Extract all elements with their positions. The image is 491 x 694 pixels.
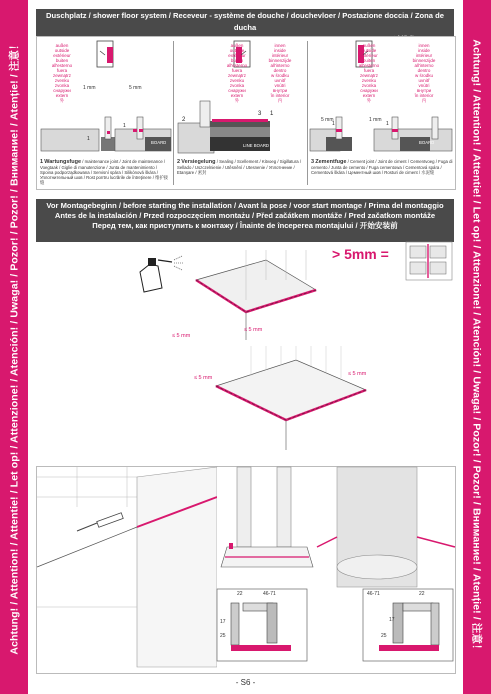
shower-tray-top-diagram (156, 250, 326, 360)
header2-line3: Перед тем, как приступить к монтажу / Înainte de începerea montajului / 开始安装前 (92, 221, 398, 230)
caption-maintenance-joint (40, 159, 170, 185)
board-label-right: BOARD (419, 140, 435, 145)
profile-detail-left (217, 589, 307, 661)
dim-1mm-right: 1 mm (369, 117, 382, 123)
outside-labels-middle: außen outside extérieur buiten all'esterno fuera zewnątrz zvenku zvonka снаружи extern 外 (226, 43, 248, 103)
svg-text:1: 1 (332, 121, 335, 127)
caption-cement-joint (311, 159, 453, 175)
caption-title: Zementfuge (315, 159, 347, 165)
floor-system-panel (36, 36, 456, 190)
caption-title: Wartungsfuge (44, 159, 82, 165)
gap-le5mm-b: ≤ 5 mm (244, 327, 263, 333)
line-board-label: LINE BOARD (243, 143, 270, 148)
warning-side-band-left (0, 0, 28, 694)
dim-22-left: 22 (237, 591, 243, 597)
section-header-floor-system (36, 9, 454, 36)
svg-text:1: 1 (87, 136, 90, 142)
caption-num: 1 (40, 159, 44, 165)
caption-text: / Cement joint / Joint de ciment / Cementvoeg / Fuga di cemento / Junta de cemento / Fuga cementowa / Cementová spára / Cementová škára / Цементный шов / Rosturi de ciment / 水泥缝 (311, 159, 453, 175)
dim-5mm: 5 mm (129, 85, 142, 91)
dim-17-left: 17 (220, 619, 226, 625)
caption-num: 3 (311, 159, 315, 165)
sealant-application-view (37, 467, 217, 671)
warning-text-left: Achtung! / Attention! / Attentie! / Let op! / Attenzione! / Atención! / Uwaga! / Pozor! / Pozor! / Внимание! / Atenție! / 注意！ (8, 39, 21, 655)
svg-text:1: 1 (123, 123, 126, 129)
profile-detail-right (363, 589, 453, 661)
svg-text:3: 3 (258, 111, 262, 117)
gap-le5mm-d: ≤ 5 mm (348, 371, 367, 377)
page-number: - S6 - (235, 678, 256, 687)
dim-17-right: 17 (389, 617, 395, 623)
dim-5mm-right: 5 mm (321, 117, 334, 123)
svg-text:1: 1 (270, 111, 274, 117)
inside-labels-middle: innen inside intérieur binnenzijde all'interno dentro w środku uvnitř vnútri внутри în interior 内 (268, 43, 292, 103)
header2-line1: Vor Montagebeginn / before starting the installation / Avant la pose / voor start montage / Prima del montaggio (46, 201, 444, 210)
installation-detail-panel (36, 466, 456, 674)
dim-22-right: 22 (419, 591, 425, 597)
svg-text:1: 1 (386, 121, 389, 127)
caption-text: / Sealing / Scellement / Kitvoeg / Sigillatura / Sellado / Uszczelnienie / Utěsnění / Utesnenie / Уплотнение / Etanşare / 密封 (177, 159, 302, 175)
caption-sealing (177, 159, 305, 175)
dim-25-left: 25 (220, 633, 226, 639)
section-header-before-install (36, 199, 454, 243)
pre-install-panel (36, 242, 454, 460)
dim-46-71-right: 46-71 (367, 591, 380, 597)
warning-text-right: Achtung! / Attention! / Attentie! / Let op! / Attenzione! / Atención! / Uwaga! / Pozor! / Pozor! / Внимание! / Atenție! / 注意！ (470, 39, 483, 655)
shower-tray-bottom-diagram (186, 346, 386, 456)
inside-labels-right: innen inside intérieur binnenzijde all'interno dentro w środku uvnitř vnútri внутри în interior 内 (412, 43, 436, 103)
caption-num: 2 (177, 159, 181, 165)
outside-labels-right: außen outside extérieur buiten all'esterno fuera zewnątrz zvenku zvonka снаружи extern 外 (358, 43, 380, 103)
caption-title: Versiegelung (181, 159, 216, 165)
gap-le5mm-c: ≤ 5 mm (194, 375, 213, 381)
tile-cross-icon (406, 242, 452, 280)
svg-text:2: 2 (182, 117, 186, 123)
gap-le5mm-a: ≤ 5 mm (172, 333, 191, 339)
caption-text: / maintenance joint / Joint de maintenance / Voegtaak / Giglie di manutenzione / Junta de mantenimiento / Spoina podporządkowana / Servisní spára / Silikónová škára / Уплотнительный шов / Rost porrtru lucrările de întreţinere / 维护接缝 (40, 159, 169, 185)
dim-25-right: 25 (381, 633, 387, 639)
gap-greater-5mm-label: > 5mm = (332, 246, 389, 262)
dim-1mm: 1 mm (83, 85, 96, 91)
manual-page (28, 0, 463, 694)
outside-labels: außen outside extérieur buiten all'esterno fuera zewnątrz zvenku zvonka снаружи extern 外 (51, 43, 73, 103)
warning-side-band-right (463, 0, 491, 694)
header1-line1: Duschplatz / shower floor system / Receveur - système de douche / douchevloer / Postazione doccia / Zona de ducha (46, 11, 444, 32)
board-label: BOARD (151, 140, 167, 145)
header2-line2: Antes de la instalación / Przed rozpoczęciem montażu / Před začátkem montáže / Pred začatkom montáže (54, 211, 436, 220)
dim-46-71-left: 46-71 (263, 591, 276, 597)
